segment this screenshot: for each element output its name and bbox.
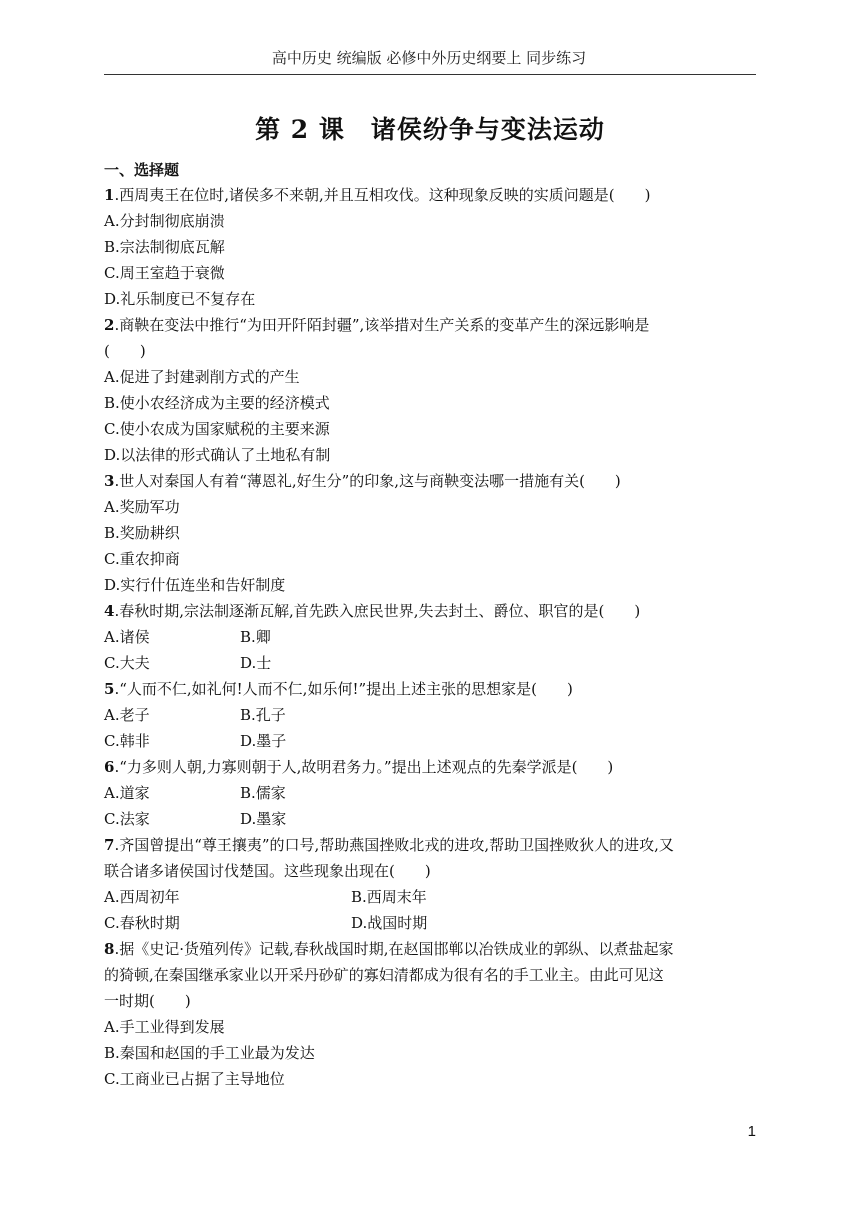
- question-7-option-b[interactable]: B.西周末年: [351, 888, 427, 906]
- question-number: 5: [104, 680, 115, 698]
- question-2-stem-cont: ( ): [104, 342, 146, 360]
- question-8-option-b[interactable]: B.秦国和赵国的手工业最为发达: [104, 1044, 315, 1062]
- question-6-option-b[interactable]: B.儒家: [240, 784, 286, 802]
- page-header: 高中历史 统编版 必修中外历史纲要上 同步练习: [271, 49, 587, 67]
- question-2-option-a[interactable]: A.促进了封建剥削方式的产生: [104, 368, 300, 386]
- question-text: .“人而不仁,如礼何!人而不仁,如乐何!”提出上述主张的思想家是( ): [114, 680, 573, 698]
- question-number: 4: [104, 602, 115, 620]
- question-4-options-row-2: [104, 650, 756, 676]
- question-7-option-a[interactable]: A.西周初年: [104, 888, 180, 906]
- question-3-option-d[interactable]: D.实行什伍连坐和告奸制度: [104, 576, 286, 594]
- question-4-option-c[interactable]: C.大夫: [104, 654, 150, 672]
- question-number: 2: [104, 316, 115, 334]
- question-2-option-d[interactable]: D.以法律的形式确认了土地私有制: [104, 446, 331, 464]
- question-5-stem: [104, 676, 756, 702]
- question-text: .西周夷王在位时,诸侯多不来朝,并且互相攻伐。这种现象反映的实质问题是( ): [114, 186, 651, 204]
- question-text: .商鞅在变法中推行“为田开阡陌封疆”,该举措对生产关系的变革产生的深远影响是: [114, 316, 650, 334]
- question-8-stem-cont-1: 的猗顿,在秦国继承家业以开采丹砂矿的寡妇清都成为很有名的手工业主。由此可见这: [104, 966, 664, 984]
- question-5-option-a[interactable]: A.老子: [104, 706, 150, 724]
- question-6-options-row-2: [104, 806, 756, 832]
- question-1-option-b[interactable]: B.宗法制彻底瓦解: [104, 238, 225, 256]
- question-5-option-d[interactable]: D.墨子: [240, 732, 287, 750]
- page-number: 1: [747, 1123, 756, 1140]
- question-number: 1: [104, 186, 115, 204]
- question-7-options-row-2: [104, 910, 756, 936]
- question-8-option-c[interactable]: C.工商业已占据了主导地位: [104, 1070, 285, 1088]
- question-number: 6: [104, 758, 115, 776]
- question-2-option-b[interactable]: B.使小农经济成为主要的经济模式: [104, 394, 330, 412]
- question-6-options-row-1: [104, 780, 756, 806]
- header-divider: [104, 74, 756, 75]
- question-3-option-c[interactable]: C.重农抑商: [104, 550, 180, 568]
- question-6-option-c[interactable]: C.法家: [104, 810, 150, 828]
- question-5-options-row-2: [104, 728, 756, 754]
- question-6-option-a[interactable]: A.道家: [104, 784, 150, 802]
- question-4-options-row-1: [104, 624, 756, 650]
- section-heading: 一、选择题: [104, 161, 180, 179]
- question-text: .春秋时期,宗法制逐渐瓦解,首先跌入庶民世界,失去封土、爵位、职官的是( ): [114, 602, 641, 620]
- question-7-options-row-1: [104, 884, 756, 910]
- question-7-option-d[interactable]: D.战国时期: [351, 914, 428, 932]
- question-5-option-b[interactable]: B.孔子: [240, 706, 286, 724]
- question-4-option-a[interactable]: A.诸侯: [104, 628, 150, 646]
- question-text: .“力多则人朝,力寡则朝于人,故明君务力。”提出上述观点的先秦学派是( ): [114, 758, 614, 776]
- question-2-stem: [104, 312, 756, 338]
- question-8-option-a[interactable]: A.手工业得到发展: [104, 1018, 225, 1036]
- question-8-stem-cont-2: 一时期( ): [104, 992, 191, 1010]
- question-text: .齐国曾提出“尊王攘夷”的口号,帮助燕国挫败北戎的进攻,帮助卫国挫败狄人的进攻,又: [114, 836, 674, 854]
- question-5-options-row-1: [104, 702, 756, 728]
- question-text: .世人对秦国人有着“薄恩礼,好生分”的印象,这与商鞅变法哪一措施有关( ): [114, 472, 621, 490]
- question-7-stem: [104, 832, 756, 858]
- question-2-option-c[interactable]: C.使小农成为国家赋税的主要来源: [104, 420, 330, 438]
- question-4-option-d[interactable]: D.士: [240, 654, 272, 672]
- question-1-option-a[interactable]: A.分封制彻底崩溃: [104, 212, 225, 230]
- question-1-stem: [104, 182, 756, 208]
- question-5-option-c[interactable]: C.韩非: [104, 732, 150, 750]
- question-3-stem: [104, 468, 756, 494]
- question-1-option-d[interactable]: D.礼乐制度已不复存在: [104, 290, 256, 308]
- question-number: 3: [104, 472, 115, 490]
- lesson-title: 第 2 课 诸侯纷争与变法运动: [255, 115, 605, 144]
- question-4-option-b[interactable]: B.卿: [240, 628, 271, 646]
- question-1-option-c[interactable]: C.周王室趋于衰微: [104, 264, 225, 282]
- question-6-stem: [104, 754, 756, 780]
- question-number: 7: [104, 836, 115, 854]
- question-text: .据《史记·货殖列传》记载,春秋战国时期,在赵国邯郸以冶铁成业的郭纵、以煮盐起家: [114, 940, 674, 958]
- question-8-stem: [104, 936, 756, 962]
- question-6-option-d[interactable]: D.墨家: [240, 810, 287, 828]
- question-3-option-b[interactable]: B.奖励耕织: [104, 524, 180, 542]
- question-7-option-c[interactable]: C.春秋时期: [104, 914, 180, 932]
- question-number: 8: [104, 940, 115, 958]
- question-7-stem-cont: 联合诸多诸侯国讨伐楚国。这些现象出现在( ): [104, 862, 431, 880]
- question-4-stem: [104, 598, 756, 624]
- question-section: [104, 160, 756, 1092]
- question-3-option-a[interactable]: A.奖励军功: [104, 498, 180, 516]
